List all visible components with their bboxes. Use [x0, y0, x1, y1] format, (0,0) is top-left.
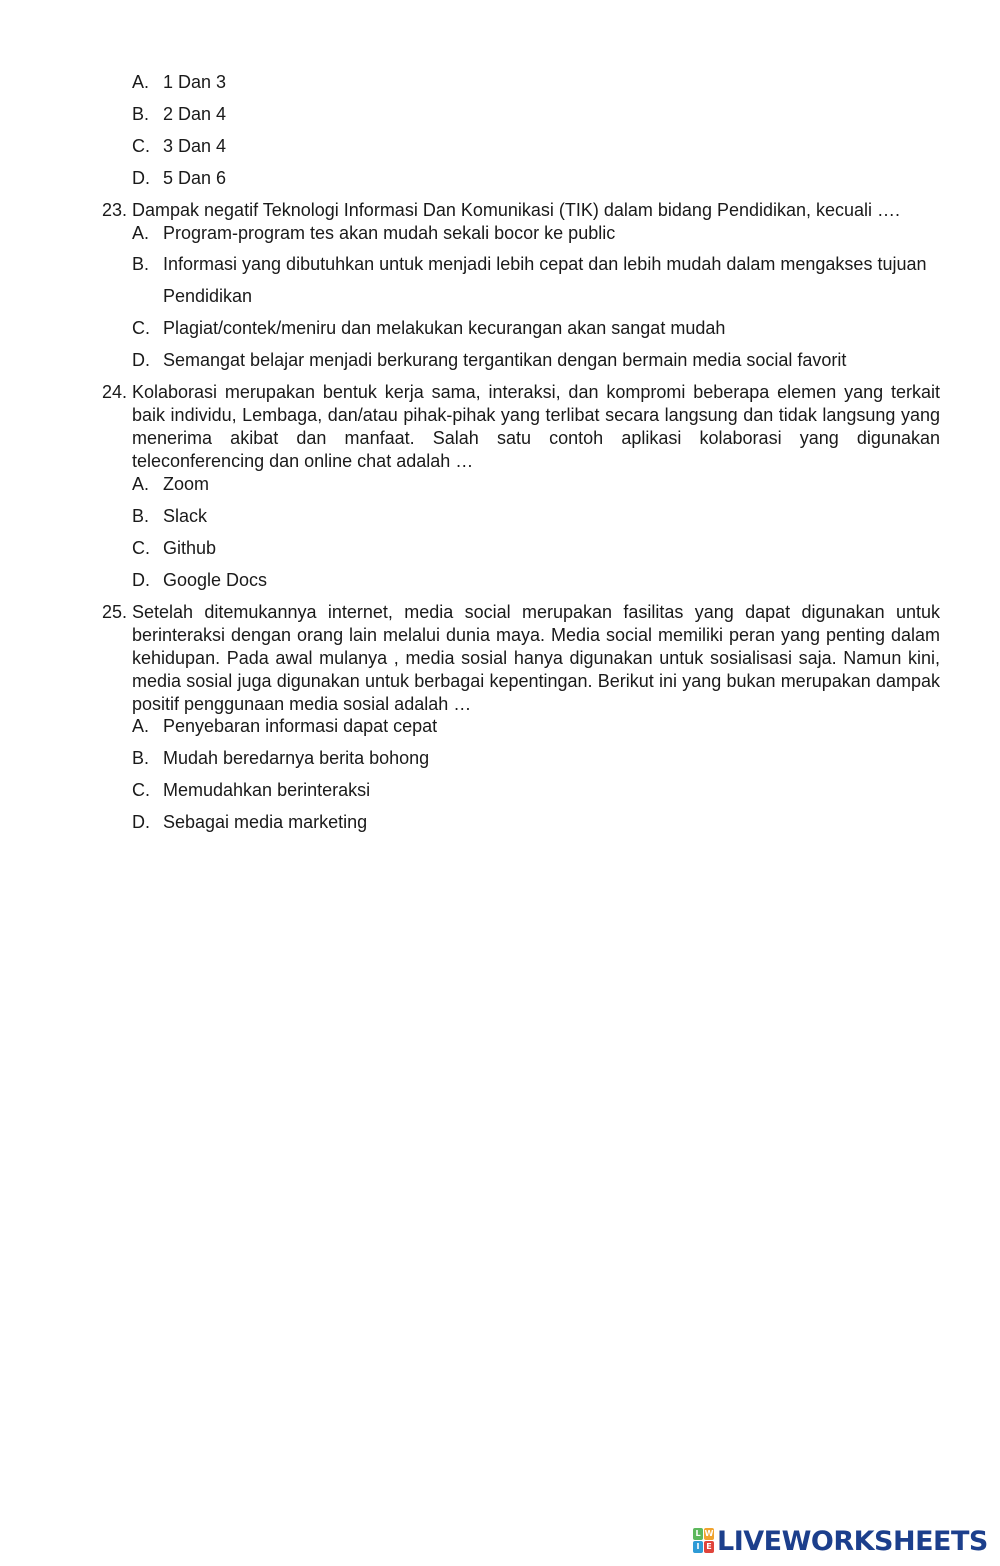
question-23 — [102, 199, 940, 222]
question-number: 25. — [102, 602, 128, 622]
q22-option-b[interactable]: B. 2 Dan 4 — [132, 104, 227, 124]
q25-option-a[interactable]: A. Penyebaran informasi dapat cepat — [132, 716, 438, 736]
question-number: 23. — [102, 200, 128, 220]
q22-option-c[interactable]: C. 3 Dan 4 — [132, 136, 227, 156]
question-stem: Dampak negatif Teknologi Informasi Dan Komunikasi (TIK) dalam bidang Pendidikan, kecuali …. — [132, 200, 901, 220]
q25-option-c[interactable]: C. Memudahkan berinteraksi — [132, 780, 371, 800]
q22-option-a[interactable]: A. 1 Dan 3 — [132, 72, 227, 92]
q24-option-a[interactable]: A. Zoom — [132, 474, 210, 494]
question-stem: Kolaborasi merupakan bentuk kerja sama, interaksi, dan kompromi beberapa elemen yang terkait baik individu, Lembaga, dan/atau pihak-pihak yang terlibat secara langsung dan tidak langsung yang menerima akibat dan manfaat. Salah satu contoh aplikasi kolaborasi yang digunakan teleconferencing dan online chat adalah … — [132, 382, 940, 471]
q23-option-c[interactable]: C. Plagiat/contek/meniru dan melakukan kecurangan akan sangat mudah — [132, 318, 726, 338]
q22-option-d[interactable]: D. 5 Dan 6 — [132, 168, 227, 188]
q24-option-c[interactable]: C. Github — [132, 538, 217, 558]
q23-option-a[interactable]: A. Program-program tes akan mudah sekali bocor ke public — [132, 223, 616, 243]
question-number: 24. — [102, 382, 128, 402]
q23-option-b[interactable]: B. Informasi yang dibutuhkan untuk menjadi lebih cepat dan lebih mudah dalam mengakses tujuan Pendidikan — [132, 254, 927, 306]
q25-option-d[interactable]: D. Sebagai media marketing — [132, 812, 368, 832]
q24-option-d[interactable]: D. Google Docs — [132, 570, 268, 590]
question-25 — [102, 601, 940, 716]
liveworksheets-logo — [693, 1526, 988, 1556]
liveworksheets-logo-icon: L W I E — [693, 1528, 715, 1554]
question-stem: Setelah ditemukannya internet, media social merupakan fasilitas yang dapat digunakan untuk berinteraksi dengan orang lain melalui dunia maya. Media social memiliki peran yang penting dalam kehidupan. Pada awal mulanya , media sosial hanya digunakan untuk sosialisasi saja. Namun kini, media sosial juga digunakan untuk berbagai kepentingan. Berikut ini yang bukan merupakan dampak positif penggunaan media sosial adalah … — [132, 602, 940, 714]
q24-option-b[interactable]: B. Slack — [132, 506, 208, 526]
question-24 — [102, 381, 940, 473]
q25-option-b[interactable]: B. Mudah beredarnya berita bohong — [132, 748, 430, 768]
q23-option-d[interactable]: D. Semangat belajar menjadi berkurang tergantikan dengan bermain media social favorit — [132, 350, 847, 370]
liveworksheets-logo-text: LIVEWORKSHEETS — [717, 1525, 988, 1557]
